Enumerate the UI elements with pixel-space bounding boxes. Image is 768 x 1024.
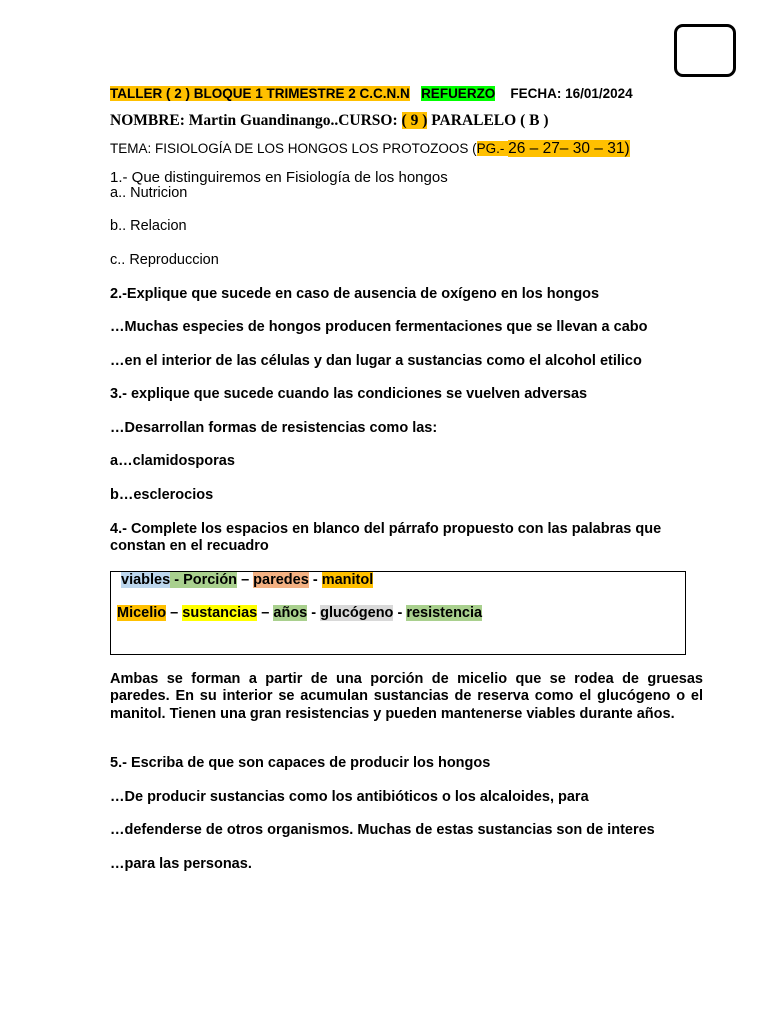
word-separator: -	[308, 572, 322, 588]
q3-answer-2: a…clamidosporas	[110, 453, 235, 469]
q5-answer-3: …para las personas.	[110, 856, 252, 872]
header-line	[110, 85, 633, 102]
word-separator: -	[307, 605, 321, 621]
word-bank-box	[110, 571, 686, 655]
word-viables: viables	[121, 572, 171, 588]
q1-answer-c: c.. Reproduccion	[110, 252, 219, 268]
blank-grade-box	[674, 24, 736, 77]
fecha-label: FECHA: 16/01/2024	[510, 86, 633, 101]
word-bank-row-2	[117, 605, 482, 622]
q5-answer-1: …De producir sustancias como los antibióticos o los alcaloides, para	[110, 789, 589, 805]
word-micelio: Micelio	[117, 605, 167, 621]
q3-answer-3: b…esclerocios	[110, 487, 214, 503]
word-sustancias: sustancias	[182, 605, 258, 621]
tema-label: TEMA: FISIOLOGÍA DE LOS HONGOS LOS PROTOZOOS (	[110, 141, 477, 156]
q2-answer-2: …en el interior de las células y dan lugar a sustancias como el alcohol etilico	[110, 353, 642, 369]
q5-answer-2: …defenderse de otros organismos. Muchas de estas sustancias son de interes	[110, 822, 655, 838]
refuerzo-badge: REFUERZO	[421, 86, 496, 101]
taller-title: TALLER ( 2 ) BLOQUE 1 TRIMESTRE 2 C.C.N.N	[110, 86, 410, 101]
word-separator: –	[257, 605, 274, 621]
word-separator: -	[170, 572, 184, 588]
q3-question: 3.- explique que sucede cuando las condiciones se vuelven adversas	[110, 386, 588, 402]
nombre-prefix: NOMBRE: Martin Guandinango..CURSO:	[110, 112, 402, 129]
q4-paragraph: Ambas se forman a partir de una porción de micelio que se rodea de gruesas paredes. En su interior se acumulan sustancias de reserva como el glucógeno o el manitol. Tienen una gran resistencias y pueden mantenerse viables durante años.	[110, 671, 703, 722]
curso-value: ( 9 )	[401, 112, 428, 129]
q5-question: 5.- Escriba de que son capaces de producir los hongos	[110, 755, 491, 771]
tema-line	[110, 140, 630, 157]
word-anos: años	[273, 605, 308, 621]
q4-question-line-1: 4.- Complete los espacios en blanco del párrafo propuesto con las palabras que	[110, 521, 662, 537]
word-separator: -	[393, 605, 407, 621]
paralelo-label: PARALELO ( B )	[427, 112, 549, 129]
tema-pages: 26 – 27– 30 – 31)	[508, 140, 630, 157]
q2-answer-1: …Muchas especies de hongos producen fermentaciones que se llevan a cabo	[110, 319, 648, 335]
word-porcion: Porción	[183, 572, 238, 588]
word-bank-row-1	[121, 572, 373, 589]
q3-answer-1: …Desarrollan formas de resistencias como las:	[110, 420, 438, 436]
q1-question: 1.- Que distinguiremos en Fisiología de los hongos	[110, 169, 448, 186]
word-glucogeno: glucógeno	[320, 605, 394, 621]
q1-answer-a: a.. Nutricion	[110, 185, 188, 201]
tema-pg: PG.-	[476, 141, 509, 156]
q4-question-line-2: constan en el recuadro	[110, 538, 269, 554]
word-paredes: paredes	[253, 572, 309, 588]
word-separator: –	[237, 572, 254, 588]
q1-answer-b: b.. Relacion	[110, 218, 187, 234]
word-separator: –	[166, 605, 183, 621]
q2-question: 2.-Explique que sucede en caso de ausencia de oxígeno en los hongos	[110, 286, 600, 302]
word-resistencia: resistencia	[406, 605, 483, 621]
nombre-line	[110, 112, 549, 129]
word-manitol: manitol	[321, 572, 374, 588]
